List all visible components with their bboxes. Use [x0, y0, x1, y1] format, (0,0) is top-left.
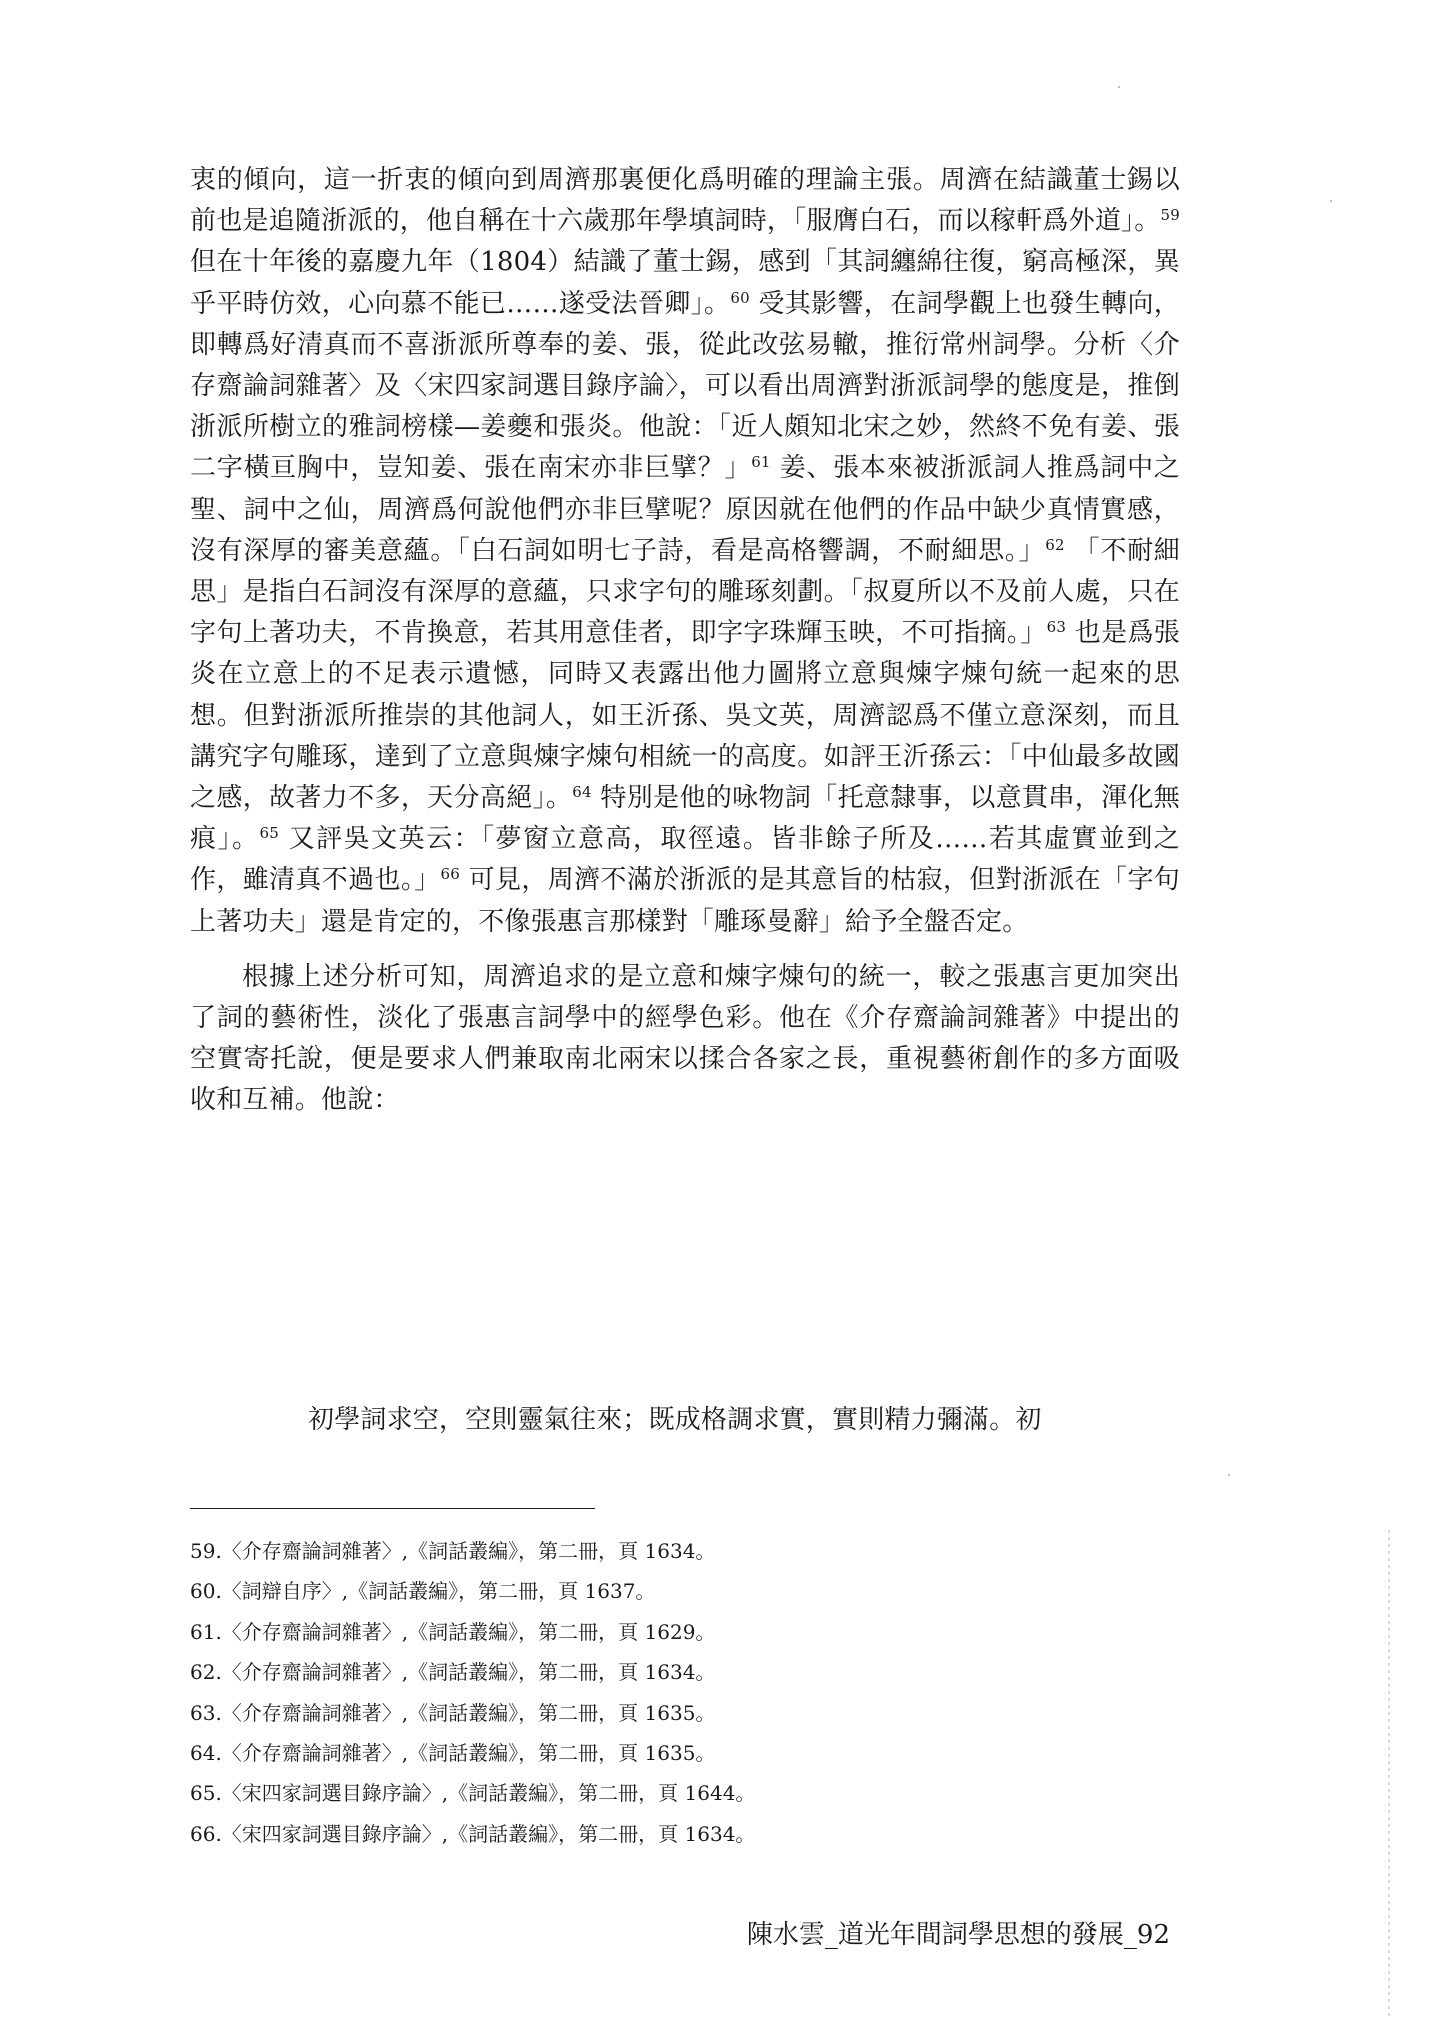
- text-segment: 也是爲張炎在立意上的不足表示遺憾，同時又表露出他力圖將立意與煉字煉句統一起來的思想。但對浙派所推崇的其他詞人，如王沂孫、吳文英，周濟認爲不僅立意深刻，而且講究字句雕琢，達到了立意與煉字煉句相統一的高度。如評王沂孫云：「中仙最多故國之感，故著力不多，天分高絕」。: [190, 618, 1180, 814]
- footnote-item: 62.〈介存齋論詞雜著〉,《詞話叢編》，第二冊，頁 1634。: [190, 1660, 716, 1685]
- paragraph-1: [190, 160, 1180, 943]
- footnote-ref[interactable]: 62: [1045, 535, 1065, 554]
- text-segment: 受其影響，在詞學觀上也發生轉向，即轉爲好清真而不喜浙派所尊奉的姜、張，從此改弦易轍，推衍常州詞學。分析〈介存齋論詞雜著〉及〈宋四家詞選目錄序論〉，可以看出周濟對浙派詞學的態度是，推倒浙派所樹立的雅詞榜樣—姜夔和張炎。他說：「近人頗知北宋之妙，然終不免有姜、張二字橫亘胸中，豈知姜、張在南宋亦非巨擘？」: [190, 288, 1180, 484]
- text-segment: 但在十年後的嘉慶九年（1804）結識了董士錫，感到「其詞纏綿往復，窮高極深，異乎平時仿效，心向慕不能已……遂受法晉卿」。: [190, 247, 1180, 319]
- footnote-divider: [190, 1508, 595, 1509]
- footnote-item: 65.〈宋四家詞選目錄序論〉,《詞話叢編》，第二冊，頁 1644。: [190, 1781, 756, 1806]
- text-segment: 衷的傾向，這一折衷的傾向到周濟那裏便化爲明確的理論主張。周濟在結識董士錫以前也是追隨浙派的，他自稱在十六歲那年學填詞時，「服膺白石，而以稼軒爲外道」。: [190, 165, 1180, 237]
- text-segment: 又評吳文英云：「夢窗立意高，取徑遠。皆非餘子所及……若其虛實並到之作，雖清真不過也。」: [190, 824, 1180, 896]
- scan-speck: [1330, 200, 1332, 202]
- footnote-ref[interactable]: 61: [751, 453, 771, 472]
- footnote-ref[interactable]: 60: [730, 288, 750, 307]
- footnote-ref[interactable]: 59: [1160, 206, 1180, 225]
- text-segment: 特別是他的咏物詞「托意隸事，以意貫串，渾化無痕」。: [190, 783, 1180, 855]
- footnote-item: 66.〈宋四家詞選目錄序論〉,《詞話叢編》，第二冊，頁 1634。: [190, 1821, 756, 1846]
- footnote-item: 60.〈詞辯自序〉,《詞話叢編》，第二冊，頁 1637。: [190, 1579, 656, 1604]
- footnote-ref[interactable]: 66: [440, 865, 461, 884]
- main-text: [190, 160, 1180, 1122]
- page-footer: 陳水雲_道光年間詞學思想的發展_92: [746, 1920, 1170, 1950]
- scan-edge-mark: [1388, 1530, 1390, 2020]
- footnote-item: 63.〈介存齋論詞雜著〉,《詞話叢編》，第二冊，頁 1635。: [190, 1700, 716, 1725]
- scan-speck: [1228, 1474, 1230, 1476]
- footnote-item: 61.〈介存齋論詞雜著〉,《詞話叢編》，第二冊，頁 1629。: [190, 1619, 716, 1644]
- paragraph-2: 根據上述分析可知，周濟追求的是立意和煉字煉句的統一，較之張惠言更加突出了詞的藝術性，淡化了張惠言詞學中的經學色彩。他在《介存齋論詞雜著》中提出的空實寄托說，便是要求人們兼取南北兩宋以揉合各家之長，重視藝術創作的多方面吸收和互補。他說：: [190, 961, 1180, 1116]
- footnote-ref[interactable]: 63: [1046, 618, 1067, 637]
- text-segment: 可見，周濟不滿於浙派的是其意旨的枯寂，但對浙派在「字句上著功夫」還是肯定的，不像張惠言那樣對「雕琢曼辭」給予全盤否定。: [190, 865, 1180, 937]
- footnote-ref[interactable]: 64: [572, 783, 592, 802]
- footnote-item: 64.〈介存齋論詞雜著〉,《詞話叢編》，第二冊，頁 1635。: [190, 1741, 716, 1766]
- footnote-item: 59.〈介存齋論詞雜著〉,《詞話叢編》，第二冊，頁 1634。: [190, 1539, 716, 1563]
- text-segment: 姜、張本來被浙派詞人推爲詞中之聖、詞中之仙，周濟爲何說他們亦非巨擘呢？原因就在他們的作品中缺少真情實感，沒有深厚的審美意蘊。「白石詞如明七子詩，看是高格響調，不耐細思。」: [190, 453, 1181, 566]
- footnotes-list: [190, 1531, 1190, 1854]
- block-quote: 初學詞求空，空則靈氣往來；既成格調求實，實則精力彌滿。初: [308, 1405, 1042, 1435]
- scan-speck: [1118, 86, 1120, 88]
- footnote-ref[interactable]: 65: [259, 824, 279, 843]
- text-segment: 「不耐細思」是指白石詞沒有深厚的意蘊，只求字句的雕琢刻劃。「叔夏所以不及前人處，只在字句上著功夫，不肯換意，若其用意佳者，即字字珠輝玉映，不可指摘。」: [190, 535, 1180, 649]
